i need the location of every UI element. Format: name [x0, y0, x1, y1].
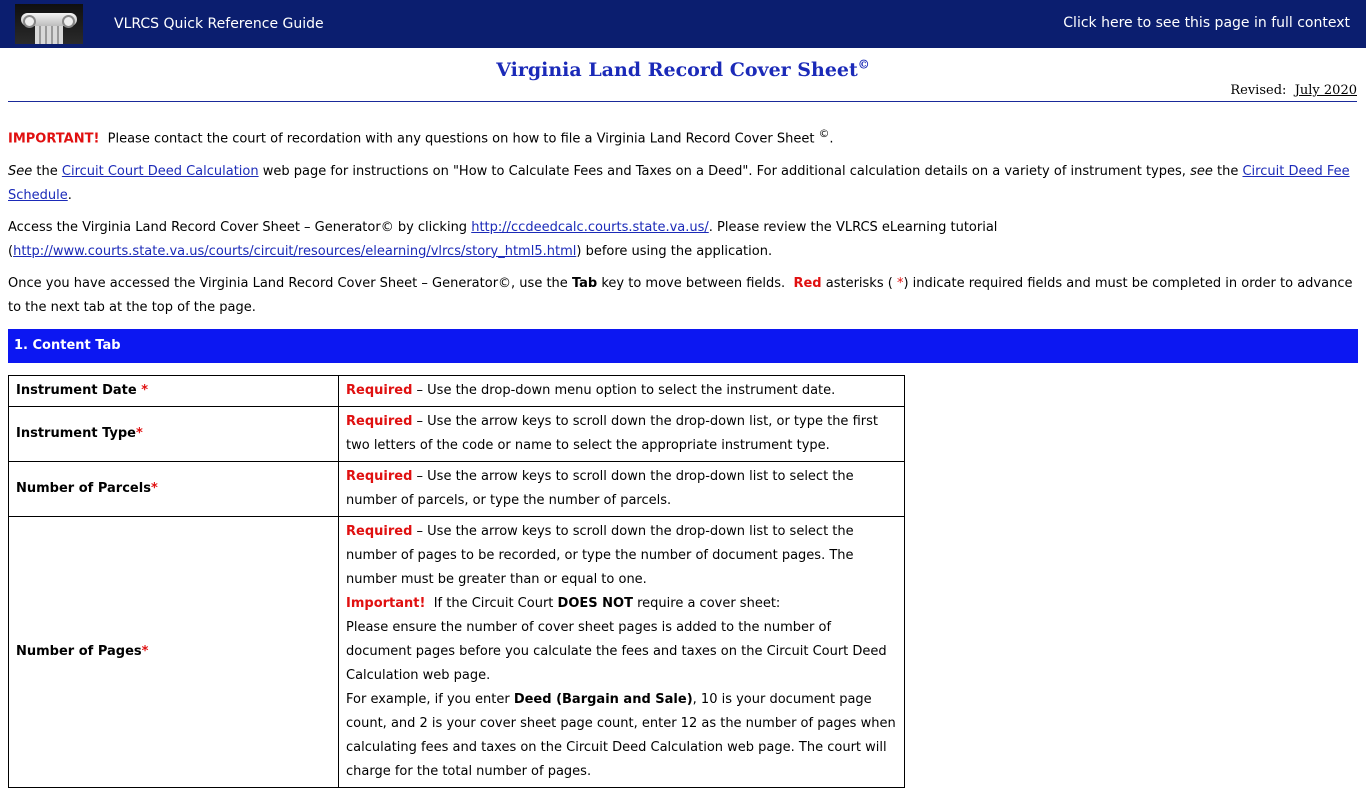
- field-description: Required – Use the drop-down menu option to select the instrument date.: [339, 375, 905, 406]
- table-row: [9, 375, 905, 406]
- important-paragraph: IMPORTANT! Please contact the court of recordation with any questions on how to file a Virginia Land Record Cover Sheet ©.: [8, 127, 834, 147]
- elearning-link[interactable]: http://www.courts.state.va.us/courts/circuit/resources/elearning/vlrcs/story_html5.html: [13, 243, 577, 259]
- fee-schedule-link[interactable]: Circuit Deed Fee Schedule: [8, 163, 1350, 203]
- title-block: [0, 48, 1366, 81]
- tab-instructions-paragraph: Once you have accessed the Virginia Land Record Cover Sheet – Generator©, use the Tab key to move between fields. Red asterisks ( *) indicate required fields and must be completed in order to advance to the next tab at the top of the page.: [8, 275, 1353, 315]
- field-description: Required – Use the arrow keys to scroll down the drop-down list to select the number of parcels, or type the number of parcels.: [339, 461, 905, 516]
- main-content: [0, 122, 1366, 787]
- site-brand[interactable]: VLRCS Quick Reference Guide: [114, 16, 324, 32]
- access-paragraph: Access the Virginia Land Record Cover Sheet – Generator© by clicking http://ccdeedcalc.courts.state.va.us/. Please review the VLRCS eLearning tutorial (http://www.courts.state.va.us/courts/circuit/resources/elearning/vlrcs/story_html5.html) before using the application.: [8, 219, 998, 259]
- field-label: Instrument Type*: [9, 406, 339, 461]
- page-title: Virginia Land Record Cover Sheet©: [496, 58, 870, 82]
- deed-calculation-link[interactable]: Circuit Court Deed Calculation: [61, 163, 259, 179]
- section-header-content-tab: 1. Content Tab: [8, 329, 1358, 363]
- table-row: [9, 406, 905, 461]
- table-row: [9, 516, 905, 787]
- revised-label: Revised:: [1230, 83, 1287, 99]
- see-paragraph: See the Circuit Court Deed Calculation web page for instructions on "How to Calculate Fees and Taxes on a Deed". For additional calculation details on a variety of instrument types, see the Circuit Deed Fee Schedule.: [8, 163, 1350, 203]
- full-context-link[interactable]: Click here to see this page in full context: [1063, 15, 1350, 31]
- field-label: Number of Parcels*: [9, 461, 339, 516]
- revised-date: July 2020: [1294, 83, 1357, 99]
- field-label: Instrument Date *: [9, 375, 339, 406]
- header-bar: [0, 0, 1366, 48]
- field-label: Number of Pages*: [9, 516, 339, 787]
- ccdeedcalc-link[interactable]: http://ccdeedcalc.courts.state.va.us/: [471, 219, 709, 235]
- field-description: Required – Use the arrow keys to scroll down the drop-down list to select the number of pages to be recorded, or type the number of document pages. The number must be greater than or equal to one. Important! If the Circuit Court DOES NOT require a cover sheet: Please ensure the number of cover sheet pages is added to the number of document pages before you calculate the fees and taxes on the Circuit Court Deed Calculation web page. For example, if you enter Deed (Bargain and Sale), 10 is your document page count, and 2 is your cover sheet page count, enter 12 as the number of pages when calculating fees and taxes on the Circuit Deed Calculation web page. The court will charge for the total number of pages.: [339, 516, 905, 787]
- field-reference-table: [8, 375, 905, 788]
- field-description: Required – Use the arrow keys to scroll down the drop-down list, or type the first two letters of the code or name to select the appropriate instrument type.: [339, 406, 905, 461]
- column-capital-logo-icon[interactable]: [15, 4, 83, 44]
- table-row: [9, 461, 905, 516]
- revised-line: [8, 81, 1357, 102]
